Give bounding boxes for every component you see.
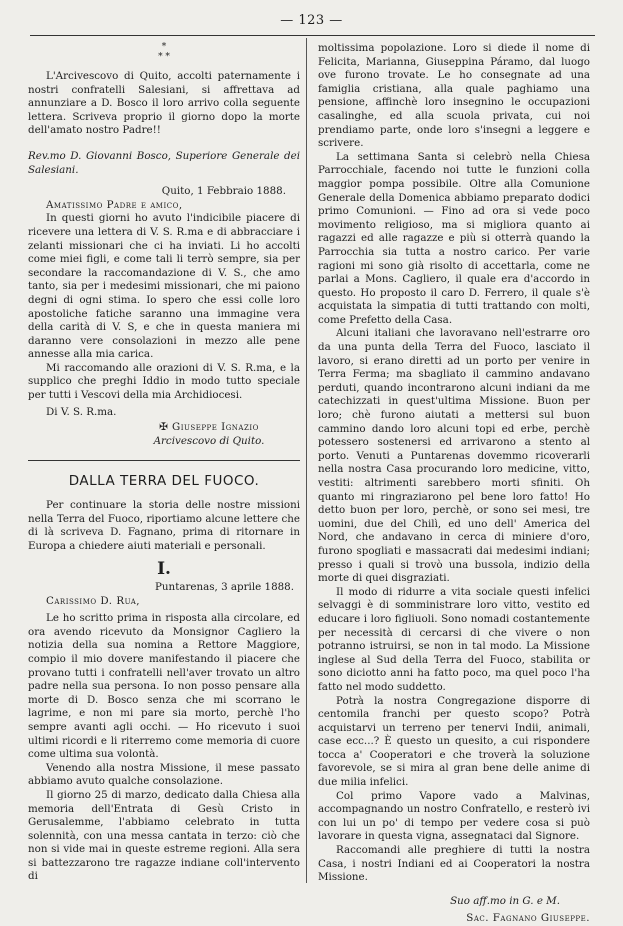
header-rule [30, 35, 595, 36]
column-divider [306, 38, 307, 883]
right-paragraph-4: Il modo di ridurre a vita sociale questi infelici selvaggi è di somministrare loro vitto, vestito ed educare i loro figliuoli. Sono nomadi costantemente per necessità di cercarsi di che vivere o non potranno istruirsi, se non in tal modo. La Missione inglese al Sud della Terra del Fuoco, stabilita or sono diciotto anni ha fatto poco, ma quel poco l'ha fatto nel modo suddetto. [318, 585, 590, 693]
letter-body-1: In questi giorni ho avuto l'indicibile piacere di ricevere una lettera di V. S. R.ma e di abbracciare i zelanti missionari che ci ha inviati. Li ho accolti come miei figli, e come tali li terrò sempre, sia per secondare la raccomandazione di V. S., che amo tanto, sia per i medesimi missionari, che mi paiono degni di ogni stima. Io spero che essi colle loro apostoliche fatiche saranno una immagine vera della carità di V. S, e che in questa maniera mi daranno vere consolazioni in mezzo alle pene annesse alla mia carica. [28, 212, 300, 361]
ornament-asterisks: * * * [158, 42, 170, 62]
closing-formula: Suo aff.mo in G. e M. [450, 894, 560, 907]
letter-paragraph-1: Le ho scritto prima in risposta alla circolare, ed ora avendo ricevuto da Monsignor Cagliero la notizia della sua nomina a Rettore Maggiore, compio il mio dovere manifestando il piacere che provano tutti i confratelli nell'aver trovato un altro padre nella sua persona. Io non posso pensare alla morte di D. Bosco senza che mi scorrano le lagrime, e non mi pare sia morto, perchè l'ho sempre avanti agli occhi. — Ho ricevuto i suoi ultimi ricordi e li riterremo come memoria di cuore come ultima sua volontà. [28, 612, 300, 761]
intro-paragraph: L'Arcivescovo di Quito, accolti paternamente i nostri confratelli Salesiani, si affrettava ad annunziare a D. Bosco il loro arrivo colla seguente lettera. Scriveva proprio il giorno dopo la morte dell'amato nostro Padre!! [28, 70, 300, 137]
section-divider [28, 460, 300, 461]
letter-number: I. [157, 559, 171, 580]
right-paragraph-2: La settimana Santa si celebrò nella Chiesa Parrocchiale, facendo noi tutte le funzioni colla maggior pompa possibile. Oltre alla Comunione Generale della Domenica abbiamo preparato dodici primo Comunioni. — Fino ad ora si vede poco movimento religioso, ma si migliora quanto ai ragazzi ed alle ragazze e più si otterrà quando la Parrocchia sia tutta a nostro carico. Per varie ragioni mi sono già risolto di accettarla, come ne parlai a Mons. Cagliero, il quale era d'accordo in questo. Ho proposto il caro D. Ferrero, il quale s'è acquistata la simpatia di tutti trattando con molti, come Prefetto della Casa. [318, 150, 590, 326]
right-paragraph-5: Potrà la nostra Congregazione disporre di centomila franchi per questo scopo? Potrà acquistarvi un terreno per tenervi Indii, animali, case ecc...? È questo un quesito, a cui rispondere tocca a' Cooperatori e che troverà la soluzione favorevole, se si mira al gran bene delle anime di due milia infelici. [318, 694, 590, 789]
section-title: DALLA TERRA DEL FUOCO. [68, 473, 260, 490]
right-paragraph-1: moltissima popolazione. Loro si diede il nome di Felicita, Marianna, Giuseppina Páramo, dal luogo ove furono trovate. Le ho consegnate ad una famiglia cristiana, alla quale paghiamo una pensione, affinchè loro insegnino le occupazioni casalinghe, ed alla scuola privata, cui noi prendiamo parte, onde loro s'insegni a leggere e scrivere. [318, 42, 590, 150]
letter-paragraph-2: Venendo alla nostra Missione, il mese passato abbiamo avuto qualche consolazione. [28, 761, 300, 788]
letter-date: Puntarenas, 3 aprile 1888. [155, 581, 294, 593]
letter-body-2: Mi raccomando alle orazioni di V. S. R.ma, e la supplico che preghi Iddio in modo tutto speciale per tutti i Vescovi della mia Archidiocesi. [28, 361, 300, 402]
signature-name: ✠ Giuseppe Ignazio [159, 421, 259, 434]
signature-title: Arcivescovo di Quito. [153, 434, 265, 447]
letter-paragraph-3: Il giorno 25 di marzo, dedicato dalla Chiesa alla memoria dell'Entrata di Gesù Cristo in Gerusalemme, l'abbiamo celebrato in tutta solennità, con una messa cantata in terzo: ciò che non si vide mai in queste estreme regioni. Alla sera si battezzarono tre ragazze indiane coll'intervento di [28, 788, 300, 883]
letter-salutation: Carissimo D. Rua, [46, 594, 141, 607]
right-paragraph-6: Col primo Vapore vado a Malvinas, accompagnando un nostro Confratello, e resterò ivi con lui un po' di tempo per vedere cosa si può lavorare in questa vigna, assegnataci dal Signore. [318, 789, 590, 843]
left-column [28, 42, 300, 884]
signature: Sac. Fagnano Giuseppe. [466, 912, 590, 925]
section-intro: Per continuare la storia delle nostre missioni nella Terra del Fuoco, riportiamo alcune lettere che di là scriveva D. Fagnano, prima di ritornare in Europa a chiedere aiuti materiali e personali. [28, 499, 300, 552]
page-number: — 123 — [280, 13, 343, 28]
right-paragraph-3: Alcuni italiani che lavoravano nell'estrarre oro da una punta della Terra del Fuoco, lasciato il lavoro, si erano diretti ad un porto per venire in Terra Ferma; ma sbagliato il cammino andavano perduti, quando incontrarono alcuni indiani da me catechizzati in quest'ultima Missione. Buon per loro; chè furono aiutati a mettersi sul buon cammino dando loro alcuni topi ed erbe, perchè potessero sostenersi ed arrivarono a stento al porto. Venuti a Puntarenas dovemmo ricoverarli nella nostra Casa procurando loro medicine, vitto, vestiti: altrimenti sarebbero morti sfiniti. Oh quanto mi ringraziarono pel bene loro fatto! Ho detto buon per loro, perchè, or sono sei mesi, tre uomini, due del Chilì, ed uno dell' America del Nord, che andavano in cerca di miniere d'oro, furono spogliati e massacrati dai medesimi indiani; presso i quali si trovò una bussola, indizio della morte di quei disgraziati. [318, 327, 590, 585]
salutation: Amatissimo Padre e amico, [46, 198, 183, 211]
dateline: Quito, 1 Febbraio 1888. [161, 185, 286, 198]
closing: Di V. S. R.ma. [46, 405, 117, 418]
signature-block [318, 895, 590, 926]
addressee: Rev.mo D. Giovanni Bosco, Superiore Generale dei Salesiani. [28, 149, 300, 176]
right-paragraph-7: Raccomandi alle preghiere di tutti la nostra Casa, i nostri Indiani ed ai Cooperatori la nostra Missione. [318, 844, 590, 884]
right-column [318, 42, 590, 926]
